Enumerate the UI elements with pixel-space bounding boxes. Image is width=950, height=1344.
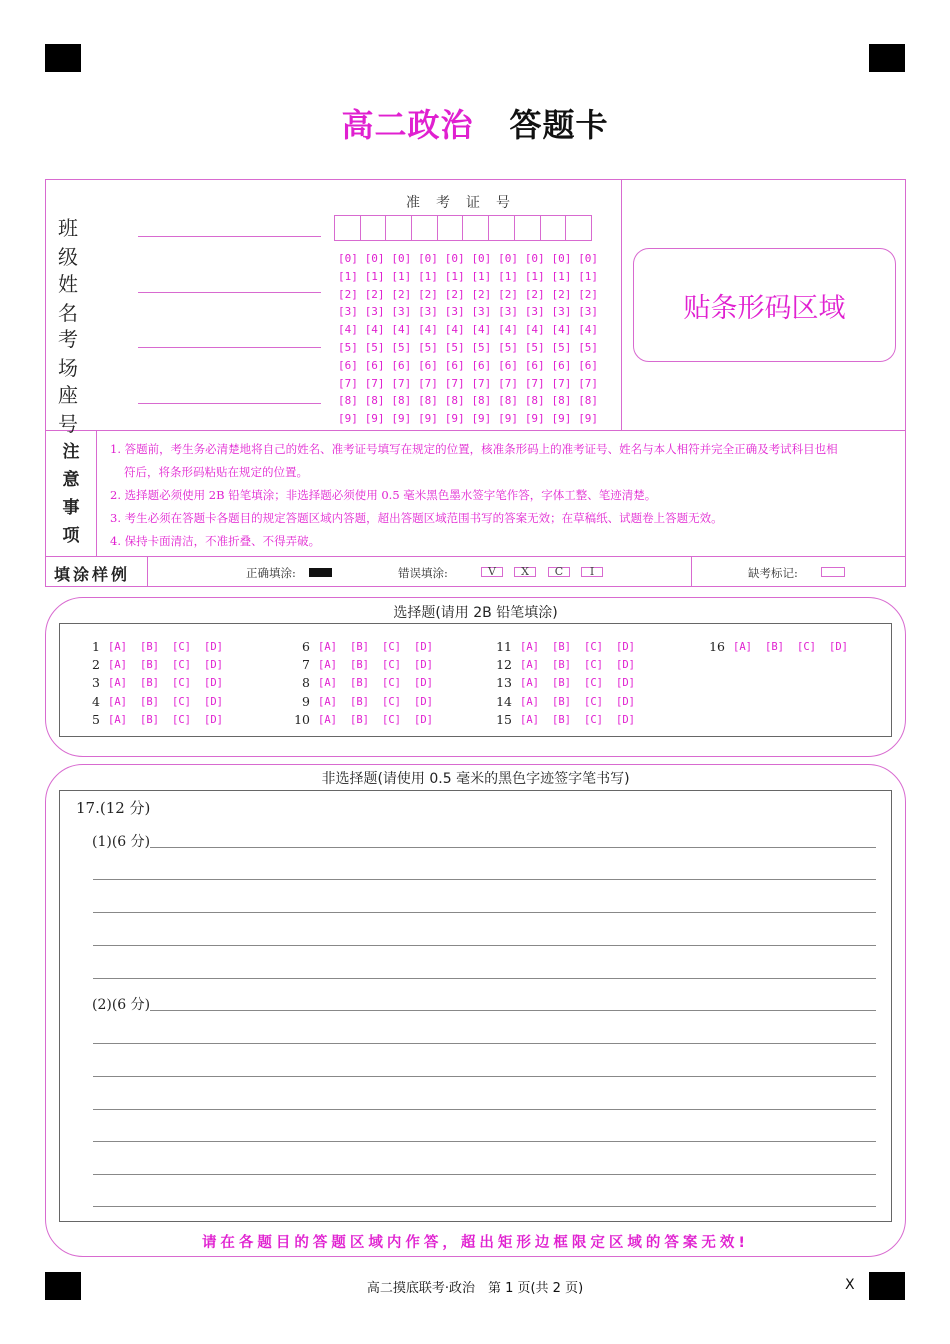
- digit-bubble[interactable]: [5]: [444, 340, 465, 354]
- wrong-fill-check: V: [481, 567, 503, 577]
- class-label: 班级: [58, 216, 100, 269]
- correct-fill-label: 正确填涂:: [246, 566, 296, 580]
- answer-area-warning: 请在各题目的答题区域内作答，超出矩形边框限定区域的答案无效!: [201, 1235, 750, 1251]
- question-17-part-1-label: (1)(6 分): [92, 834, 151, 850]
- digit-bubble[interactable]: [1]: [551, 269, 572, 283]
- digit-bubble[interactable]: [1]: [444, 269, 465, 283]
- option-bubble[interactable]: [C]: [584, 659, 603, 672]
- digit-bubble[interactable]: [2]: [338, 287, 358, 301]
- page-title: [0, 100, 950, 146]
- digit-row: [338, 339, 605, 357]
- option-bubble[interactable]: [C]: [172, 677, 191, 690]
- option-bubble[interactable]: [B]: [552, 713, 571, 726]
- option-bubble[interactable]: [B]: [552, 659, 571, 672]
- question-number: 14: [496, 693, 512, 709]
- digit-bubble[interactable]: [4]: [364, 323, 385, 337]
- exam-room-line: [138, 347, 321, 348]
- question-column: [80, 638, 236, 729]
- admission-digit-box[interactable]: [462, 215, 489, 241]
- option-bubble[interactable]: [B]: [350, 695, 369, 708]
- open-answer-area: [59, 790, 892, 1222]
- seat-field[interactable]: [58, 379, 126, 437]
- divider: [621, 180, 622, 430]
- digit-bubble[interactable]: [6]: [391, 358, 412, 372]
- digit-bubble[interactable]: [7]: [391, 376, 412, 390]
- digit-bubble[interactable]: [4]: [578, 323, 599, 337]
- digit-bubble[interactable]: [1]: [578, 269, 599, 283]
- question-number: 4: [92, 693, 100, 709]
- option-bubble[interactable]: [C]: [172, 713, 191, 726]
- digit-bubble[interactable]: [2]: [471, 287, 492, 301]
- option-bubble[interactable]: [A]: [520, 695, 539, 708]
- digit-bubble[interactable]: [1]: [524, 269, 545, 283]
- digit-row: [338, 321, 605, 339]
- digit-bubble[interactable]: [3]: [444, 305, 465, 319]
- question-row: [80, 674, 236, 692]
- digit-bubble[interactable]: [8]: [471, 394, 492, 408]
- digit-bubble[interactable]: [0]: [471, 252, 492, 265]
- question-number: 15: [496, 711, 512, 727]
- option-bubble[interactable]: [A]: [108, 641, 127, 653]
- digit-bubble[interactable]: [3]: [578, 305, 599, 319]
- notice-item: 1. 答题前，考生务必清楚地将自己的姓名、准考证号填写在规定的位置，核准条形码上的准考证号、姓名与本人相符并完全正确及考试科目也相: [110, 442, 838, 456]
- option-bubble[interactable]: [A]: [108, 659, 127, 672]
- digit-bubble[interactable]: [5]: [524, 340, 545, 354]
- question-17-label: 17.(12 分): [76, 799, 151, 817]
- notice-item: 3. 考生必须在答题卡各题目的规定答题区域内答题，超出答题区域范围书写的答案无效；在草稿纸、试题卷上答题无效。: [110, 511, 723, 525]
- digit-bubble[interactable]: [3]: [551, 305, 572, 319]
- option-bubble[interactable]: [B]: [350, 659, 369, 672]
- digit-bubble[interactable]: [9]: [338, 412, 358, 426]
- digit-bubble[interactable]: [6]: [551, 358, 572, 372]
- question-row: [290, 638, 446, 656]
- option-bubble[interactable]: [B]: [552, 695, 571, 708]
- digit-bubble[interactable]: [8]: [498, 394, 518, 408]
- admission-digit-box[interactable]: [334, 215, 361, 241]
- digit-bubble[interactable]: [2]: [418, 287, 438, 301]
- option-bubble[interactable]: [C]: [584, 677, 603, 690]
- question-number: 1: [92, 639, 100, 654]
- name-label: 姓名: [58, 272, 100, 325]
- option-bubble[interactable]: [C]: [382, 659, 401, 672]
- option-bubble[interactable]: [B]: [140, 695, 159, 708]
- digit-bubble[interactable]: [6]: [418, 358, 438, 372]
- question-number: 12: [496, 657, 512, 673]
- digit-bubble[interactable]: [2]: [391, 287, 412, 301]
- option-bubble[interactable]: [C]: [584, 713, 603, 726]
- question-column: [290, 638, 446, 729]
- digit-bubble[interactable]: [0]: [364, 252, 385, 265]
- admission-digit-box[interactable]: [360, 215, 387, 241]
- question-row: [492, 656, 648, 674]
- digit-bubble[interactable]: [1]: [498, 269, 518, 283]
- notice-head-char: 事: [62, 498, 80, 518]
- digit-bubble[interactable]: [6]: [364, 358, 385, 372]
- option-bubble[interactable]: [A]: [318, 659, 337, 672]
- digit-row: [338, 250, 605, 268]
- digit-bubble[interactable]: [8]: [524, 394, 545, 408]
- digit-bubble[interactable]: [6]: [471, 358, 492, 372]
- question-column: [705, 638, 861, 656]
- option-bubble[interactable]: [A]: [108, 695, 127, 708]
- digit-row: [338, 375, 605, 393]
- option-bubble[interactable]: [A]: [520, 659, 539, 672]
- title-subject: 高二政治: [341, 106, 474, 144]
- option-bubble[interactable]: [C]: [382, 695, 401, 708]
- notice-heading: [46, 432, 96, 556]
- digit-bubble[interactable]: [6]: [524, 358, 545, 372]
- option-bubble[interactable]: [D]: [616, 713, 635, 726]
- digit-bubble[interactable]: [5]: [551, 340, 572, 354]
- answer-line[interactable]: [93, 978, 876, 979]
- digit-row: [338, 286, 605, 304]
- answer-line[interactable]: [93, 945, 876, 946]
- option-bubble[interactable]: [C]: [382, 677, 401, 690]
- page-footer: 高二摸底联考·政治 第 1 页(共 2 页): [366, 1281, 584, 1296]
- digit-bubble[interactable]: [5]: [338, 340, 358, 354]
- corner-mark-top-left: [45, 44, 81, 72]
- notice-head-char: 注: [62, 442, 80, 462]
- question-17-part-2-label: (2)(6 分): [92, 997, 151, 1013]
- option-bubble[interactable]: [B]: [350, 641, 369, 653]
- option-bubble[interactable]: [C]: [797, 641, 816, 653]
- option-bubble[interactable]: [B]: [140, 677, 159, 690]
- option-bubble[interactable]: [A]: [318, 641, 337, 653]
- digit-bubble[interactable]: [4]: [418, 323, 438, 337]
- notice-item: 4. 保持卡面清洁，不准折叠、不得弄破。: [110, 534, 321, 548]
- digit-bubble[interactable]: [3]: [524, 305, 545, 319]
- digit-bubble[interactable]: [4]: [524, 323, 545, 337]
- notice-head-char: 项: [62, 526, 80, 546]
- question-number: 10: [294, 711, 310, 727]
- admission-digit-box[interactable]: [437, 215, 464, 241]
- question-number: 9: [302, 693, 310, 709]
- digit-bubble[interactable]: [7]: [578, 376, 599, 390]
- fill-example-title: 填涂样例: [54, 565, 131, 584]
- wrong-fill-cross: X: [514, 567, 536, 577]
- absent-mark-box[interactable]: [821, 567, 845, 577]
- option-bubble[interactable]: [D]: [204, 641, 223, 653]
- option-bubble[interactable]: [A]: [520, 677, 539, 690]
- admission-digit-box[interactable]: [565, 215, 592, 241]
- digit-bubble[interactable]: [9]: [364, 412, 385, 426]
- choice-section-title: 选择题(请用 2B 铅笔填涂): [393, 605, 558, 621]
- question-row: [290, 711, 446, 729]
- option-bubble[interactable]: [C]: [382, 713, 401, 726]
- option-bubble[interactable]: [A]: [318, 677, 337, 690]
- answer-line[interactable]: [93, 1109, 876, 1110]
- question-row: [705, 638, 861, 656]
- admission-digit-box[interactable]: [540, 215, 567, 241]
- digit-bubble[interactable]: [9]: [498, 412, 518, 426]
- digit-row: [338, 268, 605, 286]
- name-line: [138, 292, 321, 293]
- divider: [96, 430, 97, 557]
- correct-fill-sample: [309, 568, 332, 577]
- question-number: 3: [92, 675, 100, 691]
- info-box: [45, 179, 906, 587]
- answer-line[interactable]: [93, 879, 876, 880]
- option-bubble[interactable]: [C]: [172, 641, 191, 653]
- option-bubble[interactable]: [A]: [108, 713, 127, 726]
- digit-bubble[interactable]: [5]: [578, 340, 599, 354]
- digit-bubble[interactable]: [8]: [391, 394, 412, 408]
- option-bubble[interactable]: [B]: [140, 713, 159, 726]
- digit-bubble[interactable]: [9]: [551, 412, 572, 426]
- digit-bubble[interactable]: [3]: [338, 305, 358, 319]
- digit-bubble[interactable]: [7]: [498, 376, 518, 390]
- divider: [147, 557, 148, 587]
- digit-bubble[interactable]: [1]: [418, 269, 438, 283]
- question-row: [290, 693, 446, 711]
- open-section-title: 非选择题(请使用 0.5 毫米的黑色字迹签字笔书写): [321, 771, 630, 787]
- option-bubble[interactable]: [A]: [108, 677, 127, 690]
- digit-bubble[interactable]: [5]: [418, 340, 438, 354]
- admission-digit-box[interactable]: [514, 215, 541, 241]
- name-field[interactable]: [58, 268, 126, 326]
- option-bubble[interactable]: [A]: [733, 641, 752, 653]
- digit-bubble[interactable]: [7]: [338, 376, 358, 390]
- digit-row: [338, 357, 605, 375]
- digit-row: [338, 303, 605, 321]
- digit-bubble[interactable]: [7]: [444, 376, 465, 390]
- digit-bubble[interactable]: [4]: [391, 323, 412, 337]
- wrong-fill-circle: C: [548, 567, 570, 577]
- choice-section: [45, 597, 906, 757]
- question-number: 16: [709, 639, 725, 654]
- admission-digit-box[interactable]: [385, 215, 412, 241]
- digit-bubble[interactable]: [8]: [444, 394, 465, 408]
- option-bubble[interactable]: [D]: [616, 677, 635, 690]
- option-bubble[interactable]: [D]: [829, 641, 848, 653]
- seat-label: 座号: [58, 383, 100, 436]
- admission-number-boxes: [334, 215, 591, 241]
- option-bubble[interactable]: [D]: [414, 641, 433, 653]
- digit-bubble[interactable]: [0]: [578, 252, 599, 265]
- digit-bubble[interactable]: [9]: [524, 412, 545, 426]
- open-question-section: [45, 764, 906, 1257]
- option-bubble[interactable]: [D]: [414, 659, 433, 672]
- question-row: [492, 693, 648, 711]
- question-number: 11: [496, 639, 512, 654]
- option-bubble[interactable]: [C]: [382, 641, 401, 653]
- option-bubble[interactable]: [D]: [204, 677, 223, 690]
- option-bubble[interactable]: [D]: [414, 713, 433, 726]
- digit-row: [338, 410, 605, 428]
- exam-room-label: 考场: [58, 327, 100, 380]
- question-row: [290, 674, 446, 692]
- option-bubble[interactable]: [A]: [520, 641, 539, 653]
- digit-bubble[interactable]: [9]: [444, 412, 465, 426]
- title-card: 答题卡: [509, 106, 609, 144]
- question-row: [492, 711, 648, 729]
- digit-bubble[interactable]: [9]: [578, 412, 599, 426]
- divider: [46, 430, 905, 431]
- digit-bubble[interactable]: [1]: [364, 269, 385, 283]
- wrong-fill-bar: I: [581, 567, 603, 577]
- digit-bubble[interactable]: [6]: [498, 358, 518, 372]
- question-row: [290, 656, 446, 674]
- digit-bubble[interactable]: [2]: [498, 287, 518, 301]
- digit-bubble[interactable]: [4]: [551, 323, 572, 337]
- fill-example-row: [46, 557, 905, 587]
- choice-answer-area: [59, 623, 892, 737]
- digit-bubble[interactable]: [7]: [551, 376, 572, 390]
- digit-bubble[interactable]: [2]: [364, 287, 385, 301]
- option-bubble[interactable]: [D]: [616, 659, 635, 672]
- question-number: 6: [302, 639, 310, 654]
- corner-mark-top-right: [869, 44, 905, 72]
- digit-row: [338, 392, 605, 410]
- option-bubble[interactable]: [A]: [318, 713, 337, 726]
- digit-bubble[interactable]: [5]: [471, 340, 492, 354]
- option-bubble[interactable]: [B]: [765, 641, 784, 653]
- question-row: [80, 656, 236, 674]
- footer-mark: X: [845, 1277, 855, 1293]
- digit-bubble[interactable]: [0]: [418, 252, 438, 265]
- digit-bubble[interactable]: [2]: [524, 287, 545, 301]
- question-number: 8: [302, 675, 310, 691]
- digit-bubble[interactable]: [1]: [338, 269, 358, 283]
- digit-bubble[interactable]: [6]: [338, 358, 358, 372]
- digit-bubble[interactable]: [5]: [391, 340, 412, 354]
- answer-line[interactable]: [150, 1010, 876, 1011]
- answer-line[interactable]: [93, 1076, 876, 1077]
- digit-bubble[interactable]: [4]: [338, 323, 358, 337]
- seat-line: [138, 403, 321, 404]
- digit-bubble[interactable]: [9]: [418, 412, 438, 426]
- option-bubble[interactable]: [B]: [140, 659, 159, 672]
- question-number: 7: [302, 657, 310, 673]
- digit-bubble[interactable]: [0]: [524, 252, 545, 265]
- option-bubble[interactable]: [C]: [584, 641, 603, 653]
- digit-bubble[interactable]: [4]: [444, 323, 465, 337]
- digit-bubble[interactable]: [3]: [498, 305, 518, 319]
- question-row: [80, 693, 236, 711]
- option-bubble[interactable]: [D]: [204, 695, 223, 708]
- answer-line[interactable]: [93, 1174, 876, 1175]
- digit-bubble[interactable]: [8]: [578, 394, 599, 408]
- option-bubble[interactable]: [C]: [172, 695, 191, 708]
- question-row: [492, 638, 648, 656]
- digit-bubble[interactable]: [0]: [391, 252, 412, 265]
- digit-bubble[interactable]: [3]: [364, 305, 385, 319]
- digit-bubble[interactable]: [5]: [498, 340, 518, 354]
- divider: [691, 557, 692, 587]
- answer-line[interactable]: [93, 1206, 876, 1207]
- question-row: [80, 711, 236, 729]
- digit-bubble[interactable]: [3]: [391, 305, 412, 319]
- digit-bubble[interactable]: [8]: [418, 394, 438, 408]
- digit-bubble[interactable]: [8]: [338, 394, 358, 408]
- option-bubble[interactable]: [B]: [552, 641, 571, 653]
- wrong-fill-label: 错误填涂:: [398, 566, 448, 580]
- digit-bubble[interactable]: [9]: [391, 412, 412, 426]
- option-bubble[interactable]: [D]: [204, 659, 223, 672]
- digit-bubble[interactable]: [0]: [551, 252, 572, 265]
- notice-item-continued: 符后，将条形码粘贴在规定的位置。: [124, 465, 308, 479]
- absent-mark-label: 缺考标记:: [748, 566, 798, 580]
- option-bubble[interactable]: [B]: [350, 677, 369, 690]
- digit-bubble[interactable]: [4]: [498, 323, 518, 337]
- barcode-area: 贴条形码区域: [633, 248, 896, 362]
- option-bubble[interactable]: [A]: [318, 695, 337, 708]
- digit-bubble[interactable]: [7]: [524, 376, 545, 390]
- digit-bubble[interactable]: [0]: [444, 252, 465, 265]
- notice-list: [110, 438, 900, 553]
- question-number: 13: [496, 675, 512, 691]
- digit-bubble[interactable]: [0]: [498, 252, 518, 265]
- digit-bubble[interactable]: [2]: [578, 287, 599, 301]
- digit-bubble[interactable]: [2]: [551, 287, 572, 301]
- admission-digit-grid: [338, 250, 605, 428]
- question-column: [492, 638, 648, 729]
- option-bubble[interactable]: [A]: [520, 713, 539, 726]
- question-number: 2: [92, 657, 100, 673]
- admission-number-title: 准考证号: [406, 195, 526, 211]
- notice-head-char: 意: [62, 470, 80, 490]
- digit-bubble[interactable]: [6]: [444, 358, 465, 372]
- digit-bubble[interactable]: [1]: [391, 269, 412, 283]
- question-row: [80, 638, 236, 656]
- admission-digit-box[interactable]: [411, 215, 438, 241]
- class-field[interactable]: [58, 212, 126, 270]
- digit-bubble[interactable]: [8]: [551, 394, 572, 408]
- digit-bubble[interactable]: [9]: [471, 412, 492, 426]
- digit-bubble[interactable]: [5]: [364, 340, 385, 354]
- digit-bubble[interactable]: [4]: [471, 323, 492, 337]
- option-bubble[interactable]: [D]: [204, 713, 223, 726]
- digit-bubble[interactable]: [1]: [471, 269, 492, 283]
- digit-bubble[interactable]: [2]: [444, 287, 465, 301]
- option-bubble[interactable]: [C]: [172, 659, 191, 672]
- exam-room-field[interactable]: [58, 323, 126, 381]
- answer-line[interactable]: [150, 847, 876, 848]
- digit-bubble[interactable]: [0]: [338, 252, 358, 265]
- answer-line[interactable]: [93, 1043, 876, 1044]
- answer-line[interactable]: [93, 912, 876, 913]
- digit-bubble[interactable]: [7]: [364, 376, 385, 390]
- admission-digit-box[interactable]: [488, 215, 515, 241]
- option-bubble[interactable]: [D]: [414, 695, 433, 708]
- digit-bubble[interactable]: [6]: [578, 358, 599, 372]
- option-bubble[interactable]: [D]: [616, 641, 635, 653]
- option-bubble[interactable]: [B]: [140, 641, 159, 653]
- question-row: [492, 674, 648, 692]
- answer-line[interactable]: [93, 1141, 876, 1142]
- option-bubble[interactable]: [B]: [552, 677, 571, 690]
- digit-bubble[interactable]: [3]: [471, 305, 492, 319]
- question-number: 5: [92, 711, 100, 727]
- notice-item: 2. 选择题必须使用 2B 铅笔填涂；非选择题必须使用 0.5 毫米黑色墨水签字笔作答，字体工整、笔迹清楚。: [110, 488, 657, 502]
- option-bubble[interactable]: [D]: [616, 695, 635, 708]
- option-bubble[interactable]: [B]: [350, 713, 369, 726]
- class-line: [138, 236, 321, 237]
- digit-bubble[interactable]: [7]: [418, 376, 438, 390]
- digit-bubble[interactable]: [8]: [364, 394, 385, 408]
- option-bubble[interactable]: [C]: [584, 695, 603, 708]
- option-bubble[interactable]: [D]: [414, 677, 433, 690]
- digit-bubble[interactable]: [3]: [418, 305, 438, 319]
- digit-bubble[interactable]: [7]: [471, 376, 492, 390]
